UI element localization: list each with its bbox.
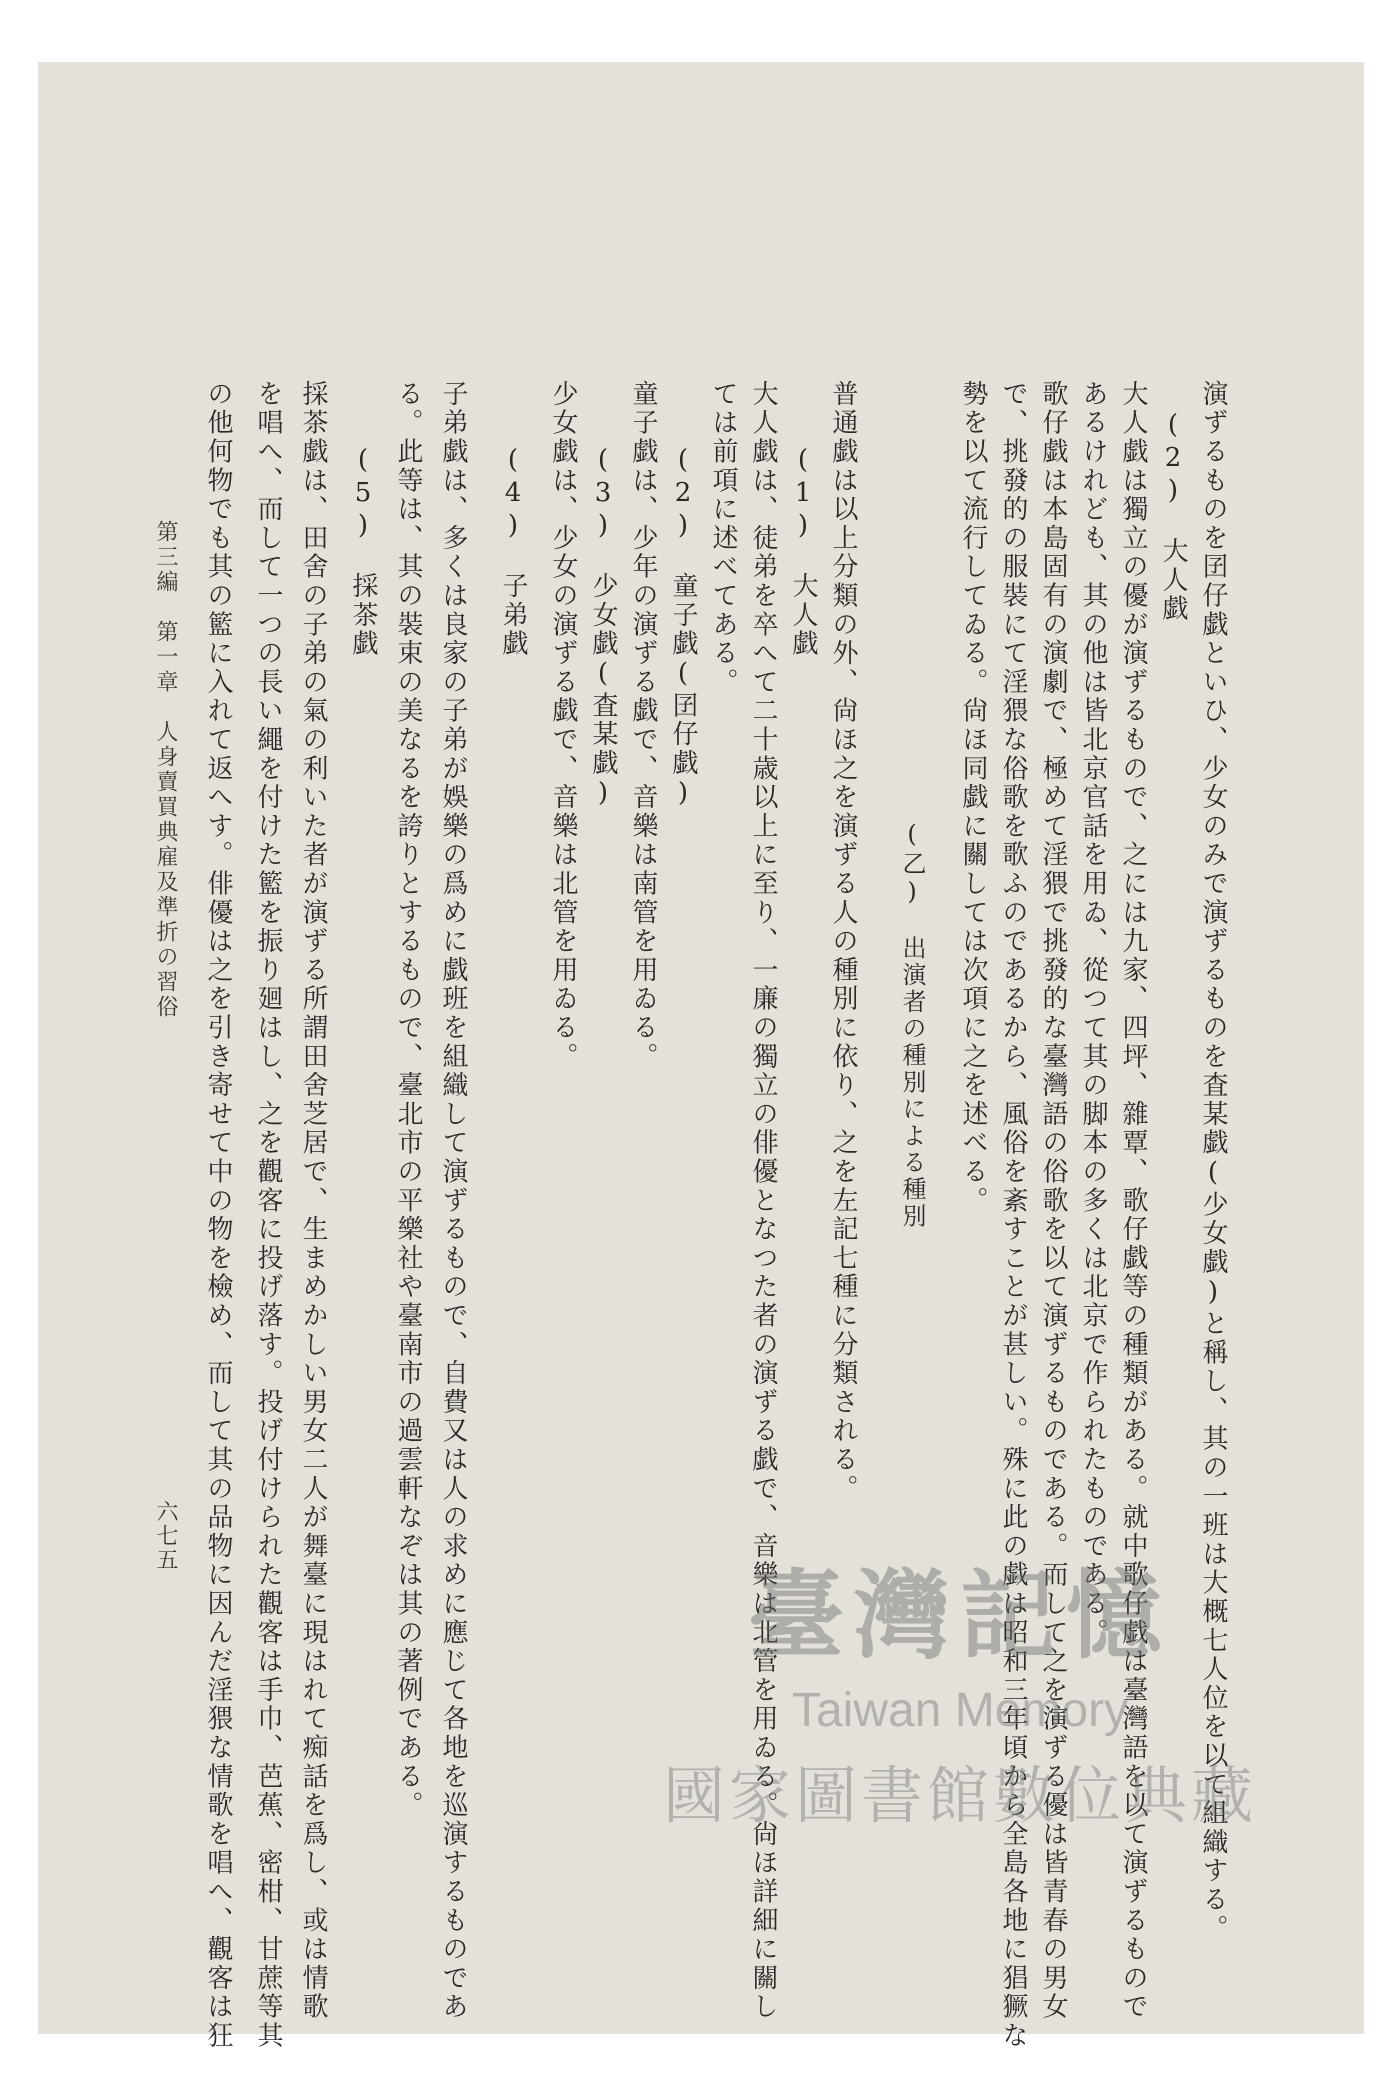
page-footer: 第三編 第一章 人身賣買典雇及準折の習俗 [153,520,178,1020]
text-column: で、挑發的の服裝にて淫猥な俗歌を歌ふのであるから、風俗を紊すことが甚しい。殊に此の戯は昭和三年頃から全島各地に猖獗な [998,380,1028,2051]
section-heading: (乙) 出演者の種別による種別 [898,820,926,1230]
text-column: の他何物でも其の籃に入れて返へす。俳優は之を引き寄せて中の物を檢め、而して其の品物に因んだ淫猥な情歌を唱へ、觀客は狂 [203,380,233,2051]
watermark [640,1540,1280,1920]
text-column: 大人戯は獨立の優が演ずるもので、之には九家、四坪、雜覃、歌仔戯等の種類がある。就中歌仔戯は臺灣語を以て演ずるもので [1118,380,1148,2022]
text-column: る。此等は、其の裝束の美なるを誇りとするもので、臺北市の平樂社や臺南市の過雲軒なぞは其の著例である。 [393,380,423,1820]
watermark-chinese: 國家圖書館數位典藏 [662,1759,1257,1832]
subheading: (4) 子弟戯 [498,445,528,659]
text-column: 子弟戯は、多くは良家の子弟が娛樂の爲めに戯班を組織して演ずるもので、自費又は人の求めに應じて各地を巡演するものであ [438,380,468,2022]
watermark-latin: Taiwan Memory [791,1684,1129,1737]
page-number: 六七五 [153,1500,178,1572]
text-column: あるけれども、其の他は皆北京官話を用ゐ、從つて其の脚本の多くは北京で作られたものである。 [1078,380,1108,1648]
text-column: 演ずるものを囝仔戯といひ、少女のみで演ずるものを査某戯(少女戯)と稱し、其の一班は大概七人位を以て組織する。 [1198,380,1228,1944]
text-column: 採茶戯は、田舍の子弟の氣の利いた者が演ずる所謂田舍芝居で、生まめかしい男女二人が舞臺に現はれて痴話を爲し、或は情歌 [298,380,328,2022]
subheading: (1) 大人戯 [788,445,818,659]
watermark-logo: 臺灣記憶 [748,1559,1172,1672]
subheading: (2) 大人戯 [1158,410,1188,624]
text-column: 少女戯は、少女の演ずる戯で、音樂は北管を用ゐる。 [548,380,578,1072]
text-column: 大人戯は、徒弟を卒へて二十歳以上に至り、一廉の獨立の俳優となつた者の演ずる戯で、音樂は北管を用ゐる。尙ほ詳細に關し [748,380,778,2022]
text-column: 普通戯は以上分類の外、尙ほ之を演ずる人の種別に依り、之を左記七種に分類される。 [828,380,858,1504]
text-column: 勢を以て流行してゐる。尙ほ同戯に關しては次項に之を述べる。 [958,380,988,1216]
subheading: (2) 童子戯(囝仔戯) [668,445,698,811]
text-column: を唱へ、而して一つの長い繩を付けた籃を振り廻はし、之を觀客に投げ落す。投げ付けられた觀客は手巾、芭蕉、密柑、甘蔗等其 [253,380,283,2051]
text-column: 歌仔戯は本島固有の演劇で、極めて淫猥で挑發的な臺灣語の俗歌を以て演ずるものである。而して之を演ずる優は皆青春の男女 [1038,380,1068,2022]
text-column: ては前項に述べてある。 [708,380,738,697]
subheading: (5) 採茶戯 [348,445,378,659]
text-column: 童子戯は、少年の演ずる戯で、音樂は南管を用ゐる。 [628,380,658,1072]
subheading: (3) 少女戯(査某戯) [588,445,618,811]
